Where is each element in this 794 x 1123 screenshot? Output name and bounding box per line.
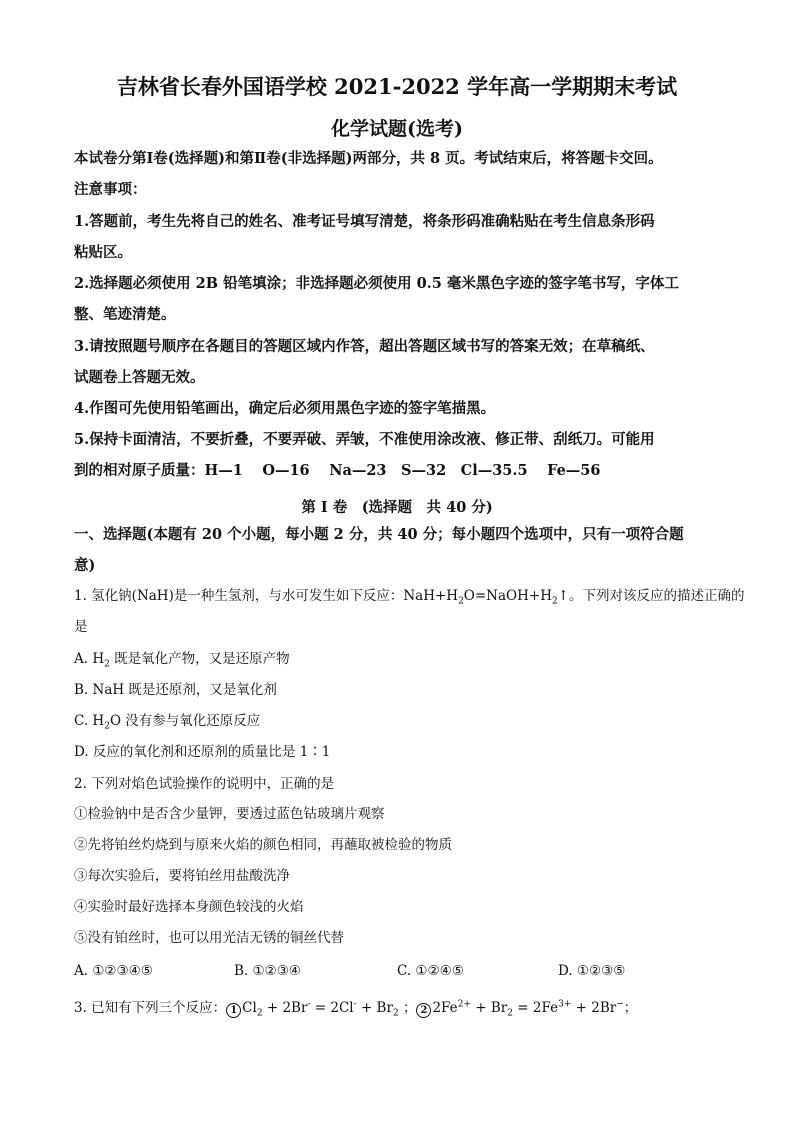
reaction-1: $Cl_2 + 2Br^- = 2Cl^- + Br_2$ — [242, 999, 399, 1019]
q1-stem-cont: 是 — [74, 619, 88, 635]
q2-statement-4: ④实验时最好选择本身颜色较浅的火焰 — [74, 899, 304, 915]
q2-statement-5: ⑤没有铂丝时，也可以用光洁无锈的铜丝代替 — [74, 930, 344, 946]
q3-stem: 3. 已知有下列三个反应： 1 $Cl_2 + 2Br^- = 2Cl^- + Br_2$ ； 2 $2Fe^{2+} + Br_2 = 2Fe^{3+} + 2Br^-$； — [74, 999, 638, 1019]
notice-3b: 试题卷上答题无效。 — [74, 369, 205, 386]
q2-stem: 2. 下列对焰色试验操作的说明中，正确的是 — [74, 776, 335, 792]
q2-option-d: D. ①②③⑤ — [558, 963, 626, 979]
section-instructions-b: 意) — [74, 557, 96, 574]
q2-option-a: A. ①②③④⑤ — [74, 963, 153, 979]
notice-5b: 到的相对原子质量：H—1 O—16 Na—23 S—32 Cl—35.5 Fe—56 — [74, 462, 601, 479]
q2-option-c: C. ①②④⑤ — [397, 963, 464, 979]
q2-statement-1: ①检验钠中是否含少量钾，要透过蓝色钴玻璃片观察 — [74, 806, 385, 822]
intro-line: 本试卷分第Ⅰ卷(选择题)和第Ⅱ卷(非选择题)两部分，共 8 页。考试结束后，将答题卡交回。 — [74, 150, 663, 167]
exam-subtitle: 化学试题(选考) — [331, 118, 463, 140]
notice-5a: 5.保持卡面清洁，不要折叠，不要弄破、弄皱，不准使用涂改液、修正带、刮纸刀。可能用 — [74, 431, 655, 448]
reaction-2: $2Fe^{2+} + Br_2 = 2Fe^{3+} + 2Br^-$ — [432, 999, 624, 1019]
reaction-2-marker: 2 — [416, 1003, 431, 1018]
q2-statement-3: ③每次实验后，要将铂丝用盐酸洗净 — [74, 868, 290, 884]
q1-stem: 1. 氢化钠(NaH)是一种生氢剂，与水可发生如下反应：$NaH+H_2O=NaOH+H_2↑$。下列对该反应的描述正确的 — [74, 588, 745, 607]
q1-option-a: A. $H_2$ 既是氧化产物，又是还原产物 — [74, 651, 290, 670]
q1-option-c: C. $H_2O$ 没有参与氧化还原反应 — [74, 713, 261, 732]
q2-option-b: B. ①②③④ — [234, 963, 301, 979]
notice-title: 注意事项： — [74, 181, 147, 198]
exam-title: 吉林省长春外国语学校 2021-2022 学年高一学期期末考试 — [116, 74, 678, 99]
section-heading: 第 I 卷 (选择题 共 40 分) — [301, 499, 493, 516]
notice-4: 4.作图可先使用铅笔画出，确定后必须用黑色字迹的签字笔描黑。 — [74, 400, 496, 417]
notice-1b: 粘贴区。 — [74, 244, 132, 261]
notice-1a: 1.答题前，考生先将自己的姓名、准考证号填写清楚，将条形码准确粘贴在考生信息条形码 — [74, 213, 655, 230]
reaction-1-marker: 1 — [226, 1003, 241, 1018]
q1-option-b: B. NaH 既是还原剂，又是氧化剂 — [74, 682, 277, 698]
notice-3a: 3.请按照题号顺序在各题目的答题区域内作答，超出答题区域书写的答案无效；在草稿纸、 — [74, 338, 655, 355]
notice-2a: 2.选择题必须使用 2B 铅笔填涂；非选择题必须使用 0.5 毫米黑色字迹的签字笔书写，字体工 — [74, 275, 679, 292]
q1-option-d: D. 反应的氧化剂和还原剂的质量比是 1∶1 — [74, 744, 331, 760]
section-instructions-a: 一、选择题(本题有 20 个小题，每小题 2 分，共 40 分；每小题四个选项中，只有一项符合题 — [74, 526, 684, 543]
q2-statement-2: ②先将铂丝灼烧到与原来火焰的颜色相同，再蘸取被检验的物质 — [74, 837, 452, 853]
notice-2b: 整、笔迹清楚。 — [74, 306, 176, 323]
